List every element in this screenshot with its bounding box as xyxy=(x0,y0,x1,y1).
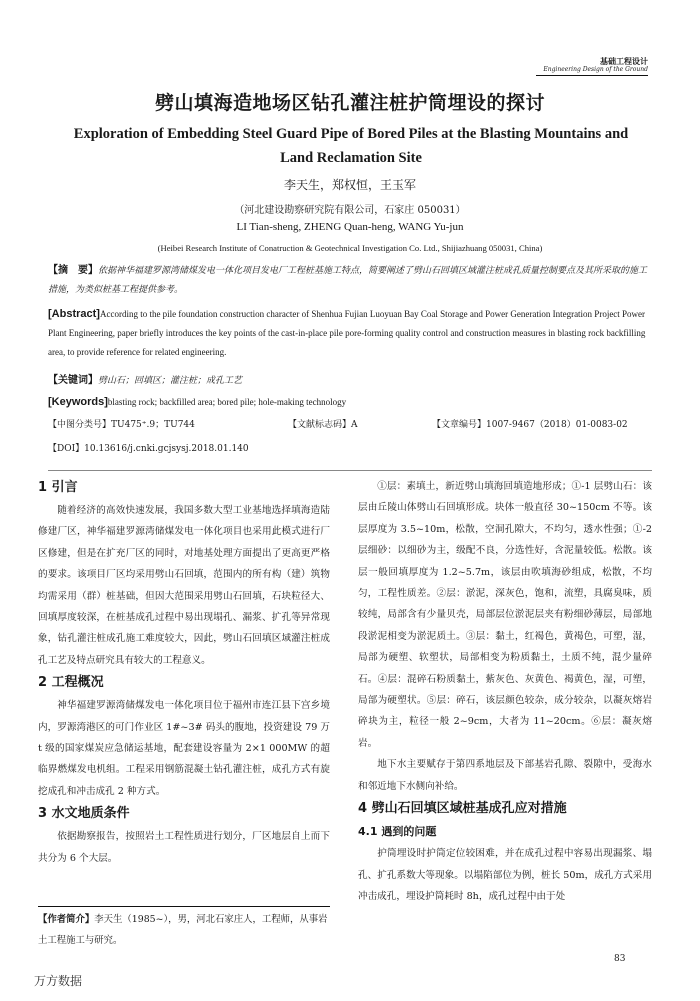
abstract-zh-text: 依据神华福建罗源湾储煤发电一体化项目发电厂工程桩基施工特点，简要阐述了劈山石回填区域灌注桩成孔质量控制要点及其所采取的施工措施，为类似桩基工程提供参考。 xyxy=(48,266,648,295)
keywords-en-label: [Keywords] xyxy=(48,396,108,408)
section-4-1-title: 4.1 遇到的问题 xyxy=(358,825,437,839)
authors: 李天生，郑权恒，王玉军 xyxy=(283,178,416,192)
section-3-paragraph-2: ①层：素填土，新近劈山填海回填造地形成；①-1 层劈山石：该层由丘陵山体劈山石回填形成。块体一般直径 30~150cm 不等。该层厚度为 3.5~10m，松散，空洞孔隙大，不均匀，透水性强；①-2 层细砂：以细砂为主，级配不良，分选性好，含泥量较低。松散。该层一般回填厚度为 1.2~5.7m，该层由吹填海砂组成，松散，不均匀，工程性质差。②层：淤泥，深灰色，饱和，流塑，具腐臭味，质较纯，局部含有少量贝壳，局部层位淤泥层夹有粉细砂薄层，局部地段淤泥相变为淤泥质土。③层：黏土，红褐色，黄褐色，可塑，湿，局部为硬塑、软塑状，局部相变为粉质黏土，土质不纯，混少量碎石。④层：混碎石粉质黏土，紫灰色、灰黄色、褐黄色，湿，可塑，局部为硬塑状。⑤层：碎石，该层颜色较杂，成分较杂，以凝灰熔岩碎块为主，粒径一般 2~9cm，大者为 11~20cm。⑥层：凝灰熔岩。 xyxy=(358,481,652,749)
article-number: 【文章编号】1007-9467（2018）01-0083-02 xyxy=(432,420,628,430)
affiliation: （河北建设勘察研究院有限公司，石家庄 050031） xyxy=(234,205,466,216)
author-note-text: 李天生（1985~），男，河北石家庄人，工程师，从事岩土工程施工与研究。 xyxy=(38,914,328,946)
section-4-1-paragraph: 护筒埋设时护筒定位较困难，并在成孔过程中容易出现漏浆、塌孔、扩孔系数大等现象。以塌陷部位为例，桩长 50m，成孔方式采用冲击成孔，埋设护筒耗时 8h，成孔过程中由于处 xyxy=(358,848,652,902)
running-header xyxy=(536,56,648,76)
keywords-en-text: blasting rock; backfilled area; bored pile; hole-making technology xyxy=(107,397,347,407)
page-number: 83 xyxy=(614,954,626,964)
section-2-title: 2 工程概况 xyxy=(38,675,104,691)
divider xyxy=(48,470,652,471)
affiliation-en: (Heibei Research Institute of Conatruction & Geotechnical Investigation Co. Ltd., Shijiazhuang 050031, China) xyxy=(157,243,543,253)
running-header-zh: 基础工程设计 xyxy=(600,56,648,66)
abstract-en-label: [Abstract] xyxy=(48,308,100,320)
keywords-en xyxy=(48,393,648,412)
section-3-title: 3 水文地质条件 xyxy=(38,806,130,822)
watermark: 万方数据 xyxy=(34,974,83,988)
document-code: 【文献标志码】A xyxy=(288,420,358,430)
running-header-en: Engineering Design of the Ground xyxy=(543,66,648,73)
section-1-paragraph: 随着经济的高效快速发展，我国多数大型工业基地选择填海造陆修建厂区，神华福建罗源湾储煤发电一体化项目也采用此模式进行厂区修建，但是在扩充厂区的同时，对地基处理方面提出了更高更严格的要求。该项目厂区均采用劈山石回填，范围内的所有构（建）筑物均需采用（群）桩基础，但因大范围采用劈山石回填，石块粒径大、回填厚度较深，在桩基成孔过程中易出现塌孔、漏浆、扩孔等异常现象，钻孔灌注桩成孔施工难度较大，因此，劈山石回填区域灌注桩成孔工艺及特点研究具有较大的工程意义。 xyxy=(38,505,330,666)
authors-en: LI Tian-sheng, ZHENG Quan-heng, WANG Yu-jun xyxy=(236,221,464,233)
keywords-zh xyxy=(48,371,648,391)
section-3-paragraph-1: 依据勘察报告，按照岩土工程性质进行划分，厂区地层自上而下共分为 6 个大层。 xyxy=(38,831,330,864)
keywords-zh-label: 【关键词】 xyxy=(48,375,98,386)
abstract-en xyxy=(48,305,648,362)
section-2-paragraph: 神华福建罗源湾储煤发电一体化项目位于福州市连江县下宫乡境内，罗源湾港区的可门作业区 1#~3# 码头的腹地，投资建设 79 万 t 级的国家煤炭应急储运基地，配套建设容量为 2×1 000MW 的超临界燃煤发电机组。工程采用钢筋混凝土钻孔灌注桩，成孔方式有旋挖成孔和冲击成孔 2 种方式。 xyxy=(38,700,330,797)
doi: 【DOI】10.13616/j.cnki.gcjsysj.2018.01.140 xyxy=(48,444,249,454)
section-4-title: 4 劈山石回填区域桩基成孔应对措施 xyxy=(358,801,567,817)
footnote-rule xyxy=(38,906,330,907)
author-note xyxy=(38,909,330,951)
abstract-zh xyxy=(48,261,648,300)
keywords-zh-text: 劈山石；回填区；灌注桩；成孔工艺 xyxy=(98,376,243,386)
running-header-rule xyxy=(536,75,648,76)
title-zh: 劈山填海造地场区钻孔灌注桩护筒埋设的探讨 xyxy=(154,92,545,114)
section-1-title: 1 引言 xyxy=(38,480,78,495)
right-column xyxy=(358,476,652,907)
left-column xyxy=(38,476,330,869)
section-3-paragraph-3: 地下水主要赋存于第四系地层及下部基岩孔隙、裂隙中，受海水和邻近地下水侧向补给。 xyxy=(358,759,652,792)
abstract-zh-label: 【摘 要】 xyxy=(48,265,98,276)
abstract-en-text: According to the pile foundation construction character of Shenhua Fujian Luoyuan Bay Coal Storage and Power Generation Integration Project Power Plant Engineering, paper briefly introduces the key points of the cast-in-place pile pore-forming quality control and construction measures in blasting rock backfilling area, to provide reference for related engineering. xyxy=(48,309,646,357)
clc-number: 【中图分类号】TU475⁺.9；TU744 xyxy=(48,420,195,430)
author-note-label: 【作者简介】 xyxy=(38,914,95,925)
title-en: Exploration of Embedding Steel Guard Pipe of Bored Piles at the Blasting Mountains and Land Reclamation Site xyxy=(73,126,629,166)
